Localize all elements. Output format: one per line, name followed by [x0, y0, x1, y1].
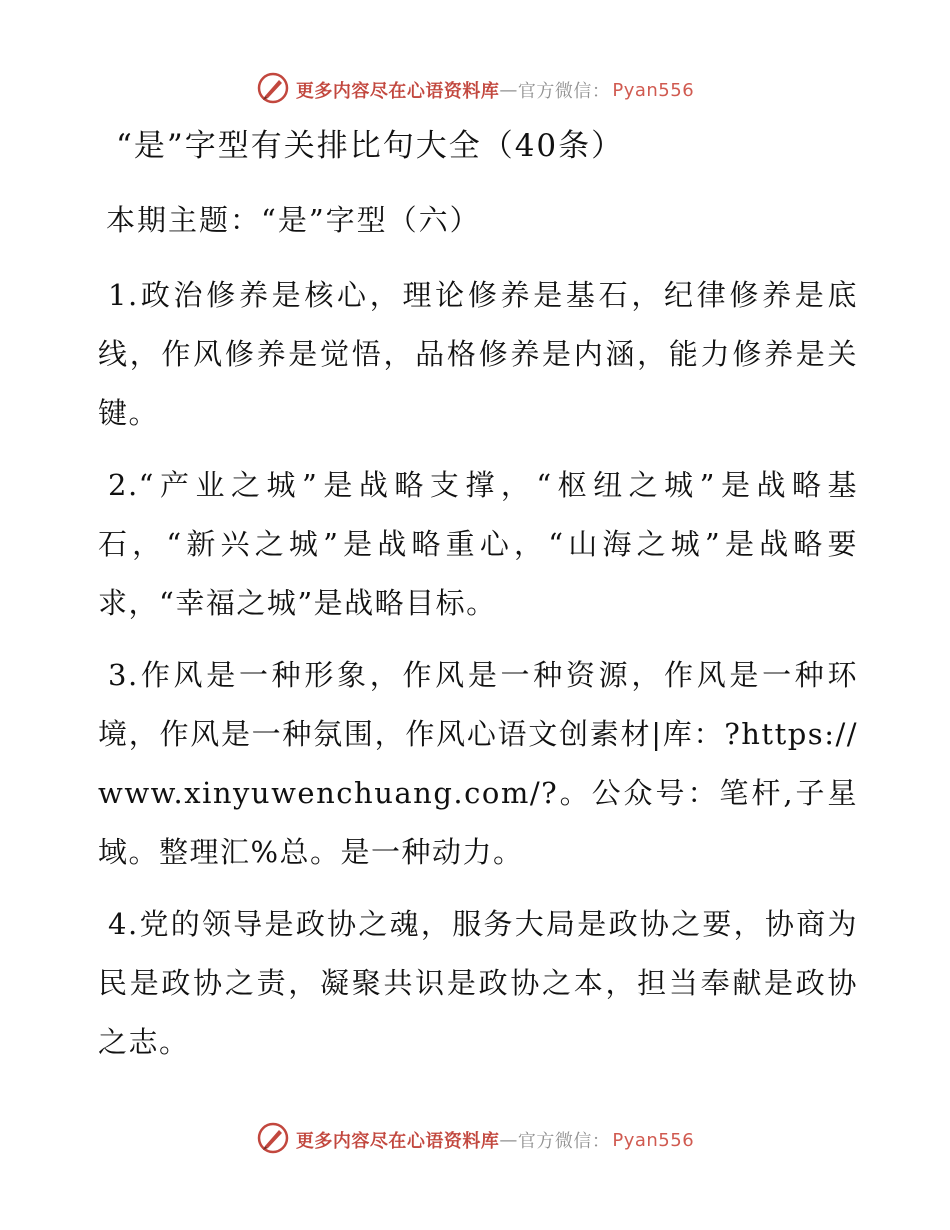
watermark-separator: —: [499, 1129, 518, 1151]
paragraph-4: 4.党的领导是政协之魂，服务大局是政协之要，协商为民是政协之责，凝聚共识是政协之本，担当奉献是政协之志。: [98, 907, 858, 1059]
watermark-separator: —: [499, 79, 518, 101]
document-body: [98, 118, 858, 1085]
watermark-wechat-label: 官方微信：: [517, 81, 611, 102]
document-title: “是”字型有关排比句大全（40条）: [116, 128, 625, 164]
paragraph-2: 2.“产业之城”是战略支撑，“枢纽之城”是战略基石，“新兴之城”是战略重心，“山海之城”是战略要求，“幸福之城”是战略目标。: [98, 468, 858, 620]
quill-logo-icon: [256, 1121, 290, 1160]
quill-logo-icon: [256, 71, 290, 110]
watermark-wechat-label: 官方微信：: [517, 1131, 611, 1152]
watermark-text: 更多内容尽在心语资料库: [295, 81, 500, 102]
paragraph-3: 3.作风是一种形象，作风是一种资源，作风是一种环境，作风是一种氛围，作风心语文创素材|库：?https://www.xinyuwenchuang.com/?。公众号：笔杆,子星域。整理汇%总。是一种动力。: [98, 658, 858, 869]
watermark-text: 更多内容尽在心语资料库: [295, 1131, 500, 1152]
document-subtitle: 本期主题：“是”字型（六）: [106, 203, 481, 237]
watermark-wechat-id: Pyan556: [612, 79, 695, 101]
watermark-banner-top: [0, 70, 950, 110]
paragraph-1: 1.政治修养是核心，理论修养是基石，纪律修养是底线，作风修养是觉悟，品格修养是内涵，能力修养是关键。: [98, 278, 858, 430]
watermark-wechat-id: Pyan556: [612, 1129, 695, 1151]
watermark-banner-bottom: [0, 1120, 950, 1160]
